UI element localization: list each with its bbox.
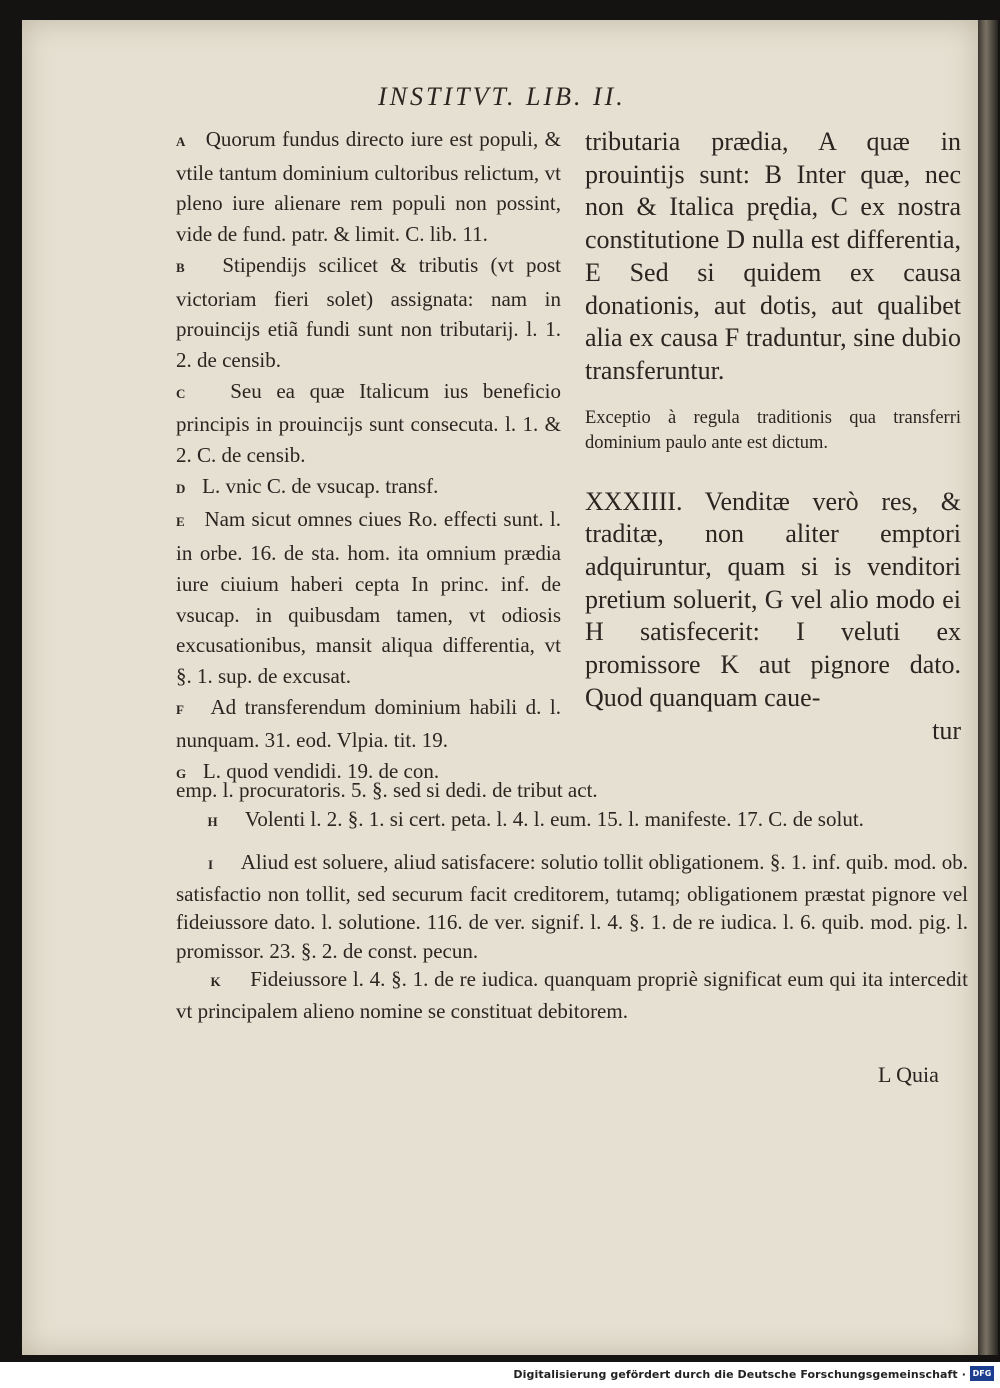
left-column-notes: [176, 124, 561, 790]
note-marker: K: [210, 974, 222, 989]
note-f: [176, 692, 561, 756]
note-g-continued: emp. l. procuratoris. 5. §. sed si dedi. de tribut act.: [176, 778, 598, 802]
catchword: L Quia: [878, 1062, 939, 1087]
note-marker: G: [176, 766, 188, 782]
note-text: Seu ea quæ Italicum ius beneficio principis in prouincijs sunt consecuta. l. 1. & 2. C. de censib.: [176, 378, 561, 468]
main-text-end-word: tur: [932, 715, 961, 745]
note-d: [176, 471, 561, 505]
note-marker: B: [176, 259, 186, 275]
dfg-logo-icon: DFG: [970, 1366, 994, 1381]
note-text: Stipendijs scilicet & tributis (vt post victoriam fieri solet) assignata: nam in prouincijs etiã fundi sunt non tributarij. l. 1. 2. de censib.: [176, 252, 562, 372]
full-width-notes: [176, 776, 968, 1025]
book-edge: [978, 20, 998, 1355]
note-a: [176, 124, 561, 250]
note-marker: C: [176, 385, 187, 401]
note-text: Nam sicut omnes ciues Ro. effecti sunt. l. in orbe. 16. de sta. hom. ita omnium prædia iure ciuium haberi cepta In princ. inf. de vsucap. in quibusdam tamen, vt odiosis excusationibus, mansit aliqua differentia, vt §. 1. sup. de excusat.: [176, 507, 562, 688]
main-text-paragraph-1: tributaria prædia, A quæ in prouintijs sunt: B Inter quæ, nec non & Italica prędia, C ex nostra constitutione D nulla est differentia, E Sed si quidem ex causa donationis, aut dotis, aut qualibet alia ex causa F traduntur, sine dubio transferuntur.: [585, 127, 961, 385]
note-text: L. quod vendidi. 19. de con.: [202, 759, 440, 784]
note-text: L. vnic C. de vsucap. transf.: [202, 473, 439, 498]
note-text: Volenti l. 2. §. 1. si cert. peta. l. 4. l. eum. 15. l. manifeste. 17. C. de solut.: [244, 806, 864, 831]
digitization-credit: Digitalisierung gefördert durch die Deutsche Forschungsgemeinschaft ·: [513, 1368, 966, 1381]
note-b: [176, 250, 561, 376]
note-k: [176, 965, 968, 1025]
side-note: Exceptio à regula traditionis qua transferri dominium paulo ante est dictum.: [585, 407, 961, 453]
note-marker: D: [176, 480, 187, 496]
note-marker: F: [176, 701, 185, 717]
note-marker: A: [176, 134, 187, 149]
note-marker: H: [207, 813, 219, 829]
note-h: [176, 805, 968, 837]
note-text: Aliud est soluere, aliud satisfacere: solutio tollit obligationem. §. 1. inf. quib. mod. ob. satisfactio non tollit, sed securum facit creditorem, tutamq; obligationem præstat pignore vel fideiussore dato. l. solutione. 116. de ver. signif. l. 4. §. 1. de re iudica. l. 6. quib. mod. pig. l. promissor. 23. §. 2. de const. pecun.: [176, 850, 969, 963]
note-i: [176, 848, 968, 965]
note-marker: E: [176, 514, 186, 530]
note-c: [176, 376, 561, 471]
note-e: [176, 504, 561, 691]
main-text-paragraph-2: XXXIIII. Venditæ verò res, & traditæ, non aliter emptori adquiruntur, quam si is venditori pretium soluerit, G vel alio modo ei H satisfecerit: I veluti ex promissore K aut pignore dato. Quod quanquam caue-: [585, 486, 961, 712]
note-text: Ad transferendum dominium habili d. l. nunquam. 31. eod. Vlpia. tit. 19.: [176, 694, 562, 753]
note-text: Quorum fundus directo iure est populi, & vtile tantum dominium cultoribus relictum, vt pleno iure alienare rem populi non possint, vide de fund. patr. & limit. C. lib. 11.: [176, 127, 561, 247]
note-marker: I: [208, 857, 215, 872]
running-header: INSTITVT. LIB. II.: [378, 82, 626, 111]
right-column: [585, 126, 961, 747]
note-text: Fideiussore l. 4. §. 1. de re iudica. quanquam propriè significat eum qui ita intercedit vt principalem alieno nomine se constituat debitorem.: [176, 967, 969, 1023]
